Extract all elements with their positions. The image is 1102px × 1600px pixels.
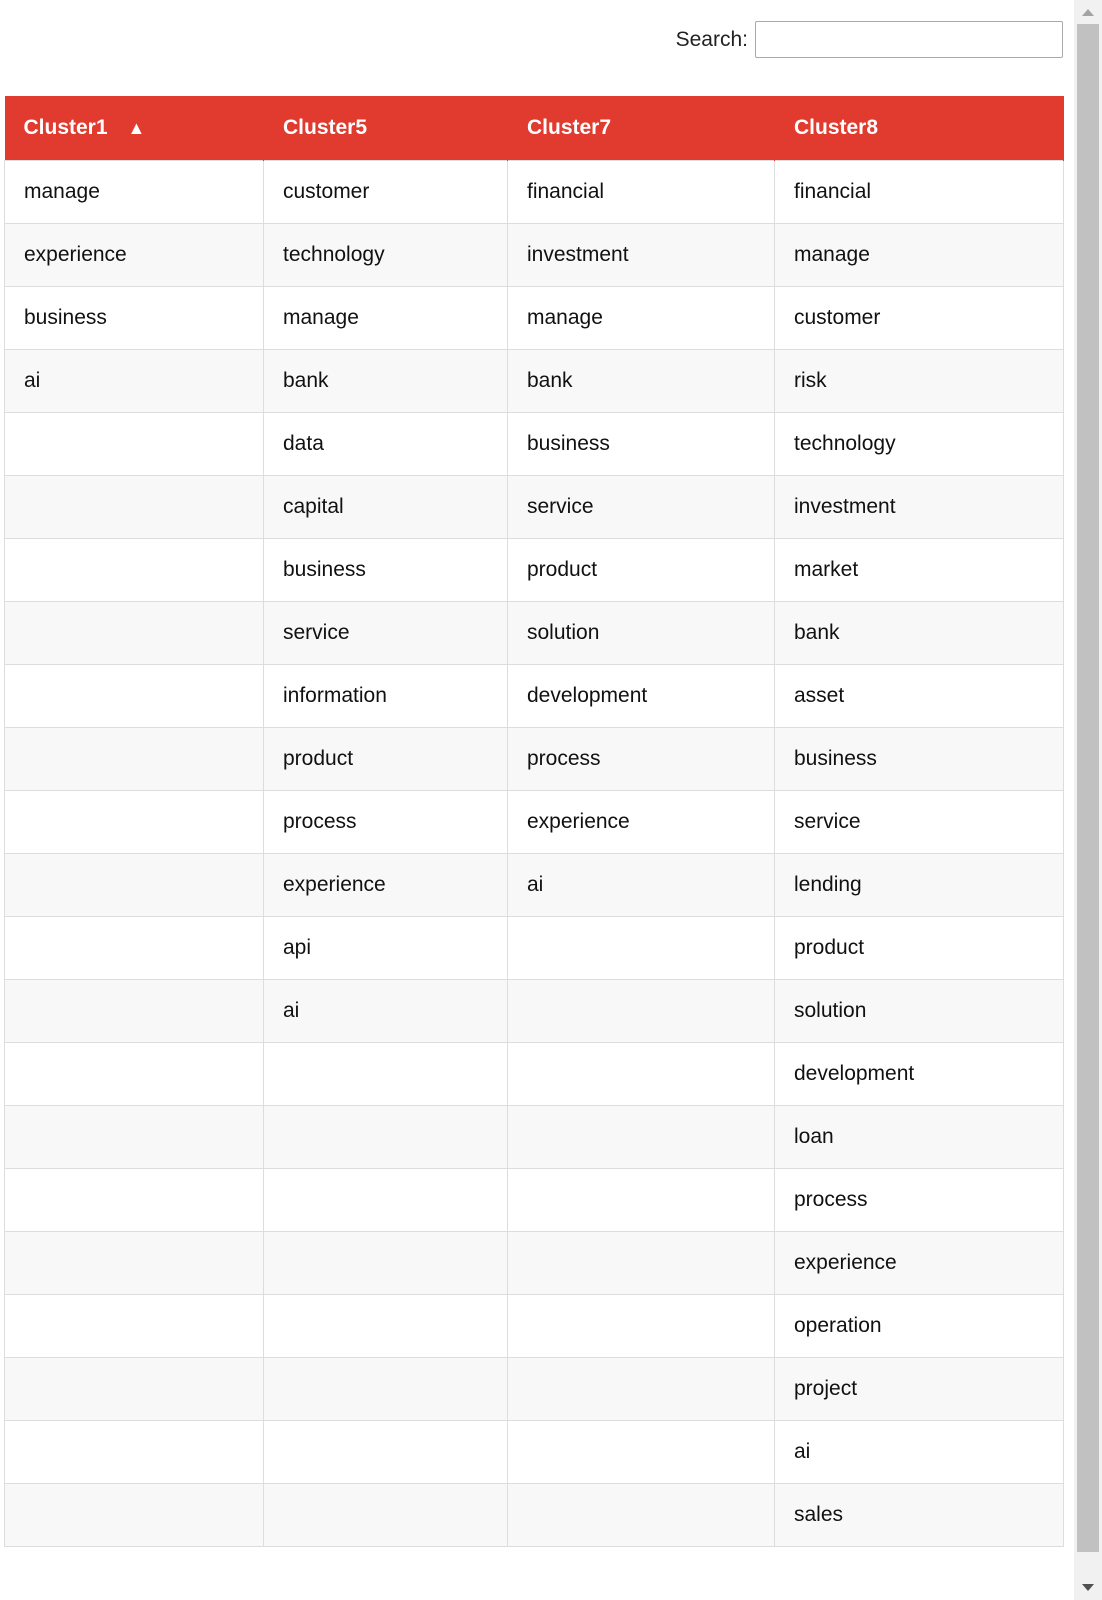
table-cell: process	[775, 1168, 1064, 1231]
table-cell	[5, 1357, 264, 1420]
table-header-row	[5, 96, 1064, 160]
table-cell: experience	[508, 790, 775, 853]
table-cell: bank	[775, 601, 1064, 664]
table-cell: service	[508, 475, 775, 538]
table-cell: product	[775, 916, 1064, 979]
table-cell: market	[775, 538, 1064, 601]
table-cell	[5, 790, 264, 853]
table-cell: technology	[264, 223, 508, 286]
table-cell	[5, 727, 264, 790]
table-cell: risk	[775, 349, 1064, 412]
table-cell	[264, 1483, 508, 1546]
table-row	[5, 727, 1064, 790]
table-cell: product	[508, 538, 775, 601]
table-cell: development	[508, 664, 775, 727]
table-cell	[264, 1357, 508, 1420]
table-cell: product	[264, 727, 508, 790]
table-cell: manage	[5, 160, 264, 223]
table-cell	[508, 1105, 775, 1168]
table-row	[5, 790, 1064, 853]
table-cell: ai	[508, 853, 775, 916]
table-cell: sales	[775, 1483, 1064, 1546]
table-row	[5, 853, 1064, 916]
table-cell: manage	[264, 286, 508, 349]
table-cell	[5, 979, 264, 1042]
table-cell	[508, 979, 775, 1042]
table-cell: bank	[264, 349, 508, 412]
table-row	[5, 286, 1064, 349]
column-header-label: Cluster8	[794, 115, 879, 139]
table-row	[5, 1042, 1064, 1105]
table-cell	[5, 1294, 264, 1357]
scroll-down-arrow-icon[interactable]	[1082, 1584, 1094, 1591]
table-cell: investment	[775, 475, 1064, 538]
table-cell: process	[264, 790, 508, 853]
table-cell	[508, 1483, 775, 1546]
scroll-up-arrow-icon[interactable]	[1082, 9, 1094, 16]
search-input[interactable]	[755, 21, 1063, 58]
table-cell: manage	[508, 286, 775, 349]
table-cell: financial	[508, 160, 775, 223]
table-cell	[5, 1105, 264, 1168]
table-cell	[264, 1105, 508, 1168]
table-cell: loan	[775, 1105, 1064, 1168]
table-cell: service	[775, 790, 1064, 853]
table-row	[5, 349, 1064, 412]
column-header-label: Cluster7	[527, 115, 612, 139]
search-bar	[0, 19, 1063, 60]
table-cell	[508, 916, 775, 979]
column-header-label: Cluster1	[23, 115, 108, 139]
table-cell: operation	[775, 1294, 1064, 1357]
table-cell: lending	[775, 853, 1064, 916]
table-row	[5, 1357, 1064, 1420]
scrollbar-thumb[interactable]	[1077, 24, 1099, 1552]
table-cell: ai	[264, 979, 508, 1042]
table-cell: development	[775, 1042, 1064, 1105]
table-cell	[508, 1294, 775, 1357]
table-cell	[5, 1231, 264, 1294]
table-cell: solution	[775, 979, 1064, 1042]
table-cell	[5, 916, 264, 979]
table-cell: data	[264, 412, 508, 475]
table-cell: capital	[264, 475, 508, 538]
table-row	[5, 916, 1064, 979]
table-cell: experience	[5, 223, 264, 286]
table-cell: experience	[775, 1231, 1064, 1294]
table-cell	[264, 1420, 508, 1483]
table-cell	[508, 1357, 775, 1420]
table-cell: customer	[264, 160, 508, 223]
table-cell: asset	[775, 664, 1064, 727]
table-cell	[508, 1042, 775, 1105]
table-row	[5, 538, 1064, 601]
table-row	[5, 1231, 1064, 1294]
table-row	[5, 1420, 1064, 1483]
table-row	[5, 1168, 1064, 1231]
table-cell: api	[264, 916, 508, 979]
table-cell: service	[264, 601, 508, 664]
table-row	[5, 1483, 1064, 1546]
sort-ascending-icon: ▲	[127, 117, 146, 138]
table-row	[5, 1105, 1064, 1168]
table-cell	[5, 412, 264, 475]
table-cell: process	[508, 727, 775, 790]
table-cell: ai	[5, 349, 264, 412]
table-cell	[264, 1168, 508, 1231]
table-row	[5, 412, 1064, 475]
table-cell	[5, 1420, 264, 1483]
table-cell: investment	[508, 223, 775, 286]
table-cell: solution	[508, 601, 775, 664]
table-row	[5, 223, 1064, 286]
table-cell	[5, 601, 264, 664]
search-label: Search:	[675, 27, 748, 51]
column-header-cluster5[interactable]	[264, 96, 508, 160]
table-cell: information	[264, 664, 508, 727]
table-cell	[264, 1231, 508, 1294]
table-cell: business	[5, 286, 264, 349]
column-header-cluster7[interactable]	[508, 96, 775, 160]
table-cell: financial	[775, 160, 1064, 223]
table-cell	[5, 538, 264, 601]
table-cell	[264, 1294, 508, 1357]
table-cell	[264, 1042, 508, 1105]
table-row	[5, 979, 1064, 1042]
table-row	[5, 664, 1064, 727]
table-row	[5, 1294, 1064, 1357]
vertical-scrollbar[interactable]	[1074, 0, 1102, 1600]
column-header-cluster1[interactable]	[5, 96, 264, 160]
table-cell: ai	[775, 1420, 1064, 1483]
table-cell	[5, 475, 264, 538]
table-cell	[5, 1168, 264, 1231]
table-body	[5, 160, 1064, 1546]
table-cell: project	[775, 1357, 1064, 1420]
table-cell: customer	[775, 286, 1064, 349]
table-row	[5, 475, 1064, 538]
table-row	[5, 601, 1064, 664]
table-cell	[508, 1231, 775, 1294]
table-cell	[5, 1042, 264, 1105]
column-header-cluster8[interactable]	[775, 96, 1064, 160]
table-cell: technology	[775, 412, 1064, 475]
table-cell: business	[264, 538, 508, 601]
table-cell	[508, 1168, 775, 1231]
table-cell	[508, 1420, 775, 1483]
data-table	[4, 96, 1064, 1547]
column-header-label: Cluster5	[283, 115, 368, 139]
table-cell	[5, 664, 264, 727]
table-cell: bank	[508, 349, 775, 412]
table-cell	[5, 853, 264, 916]
table-cell: manage	[775, 223, 1064, 286]
table-cell: business	[508, 412, 775, 475]
table-row	[5, 160, 1064, 223]
table-cell: experience	[264, 853, 508, 916]
table-cell	[5, 1483, 264, 1546]
table-cell: business	[775, 727, 1064, 790]
